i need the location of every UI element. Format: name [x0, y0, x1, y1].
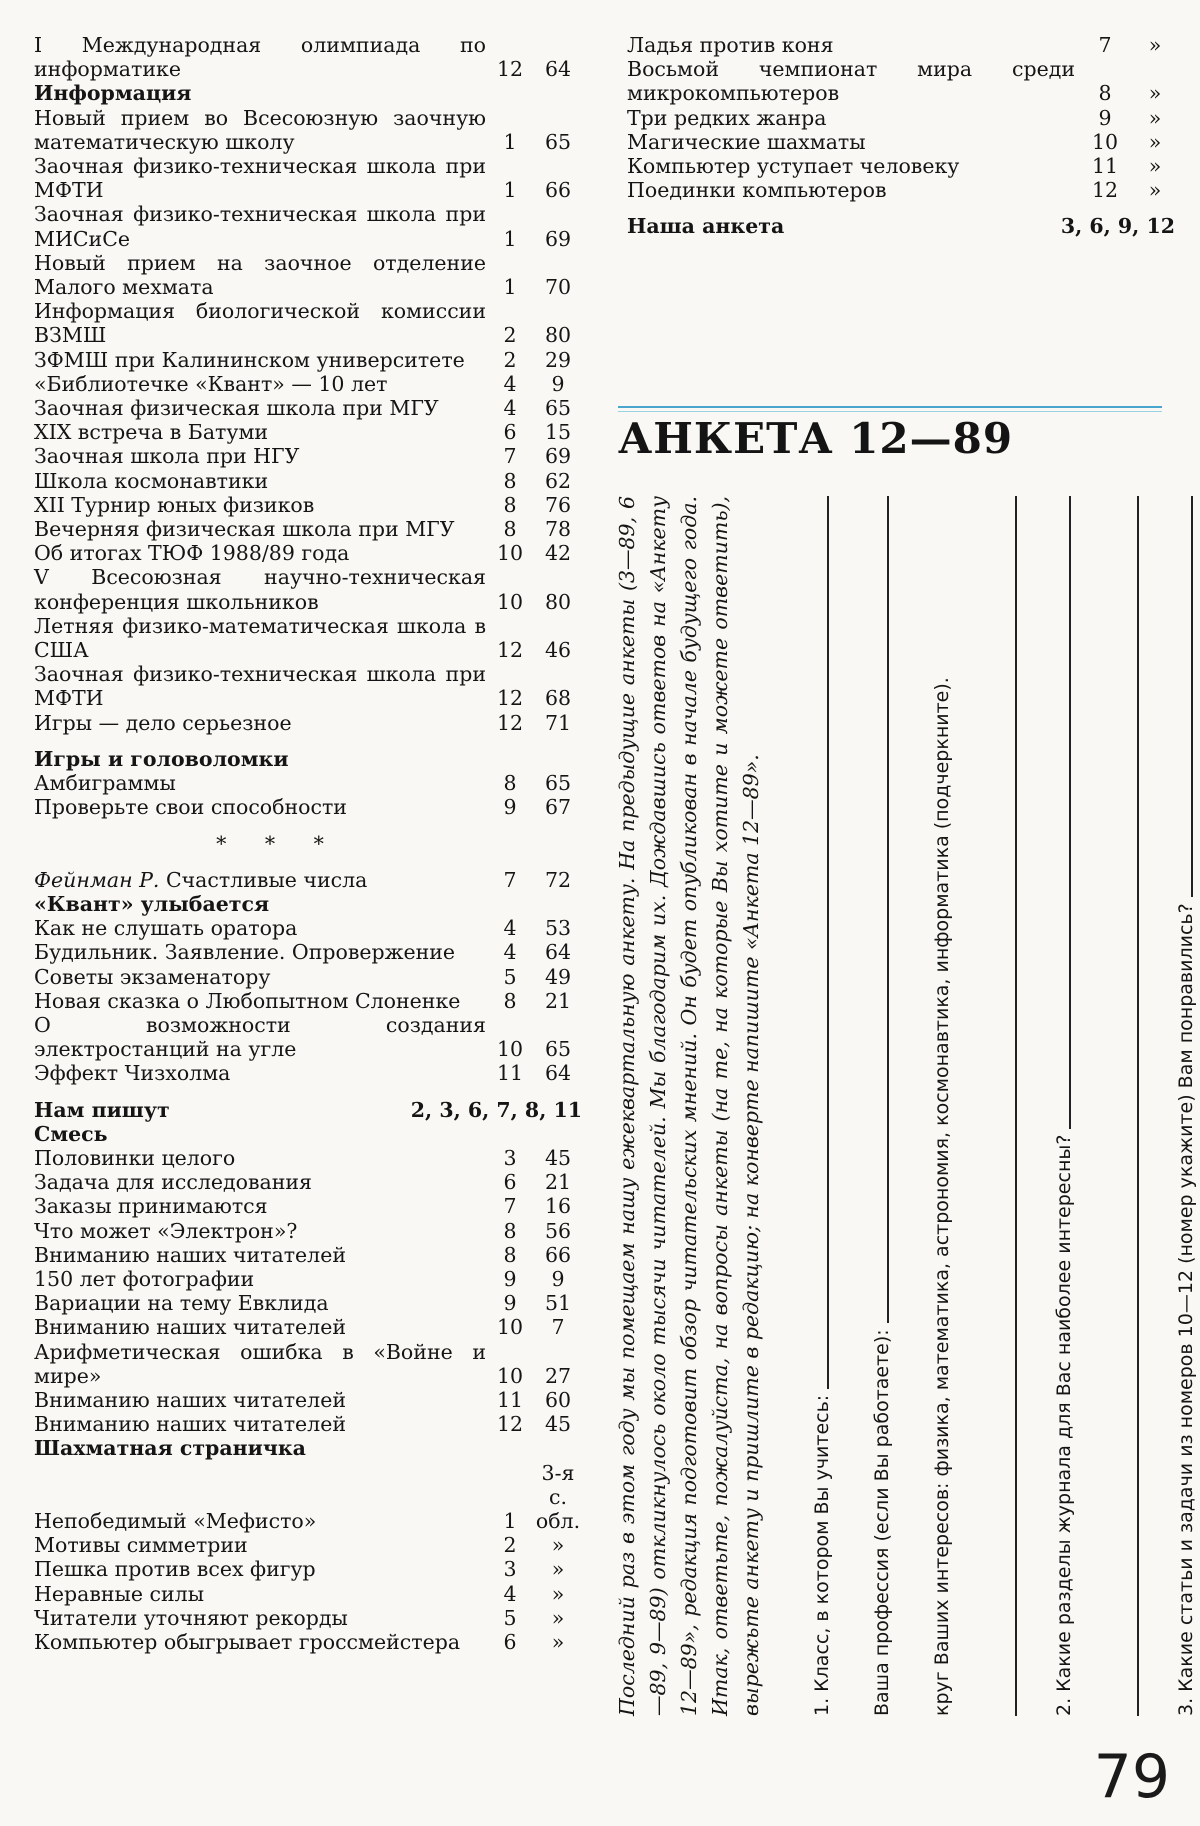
entry-title: Об итогах ТЮФ 1988/89 года: [34, 541, 350, 566]
toc-entry: [34, 1219, 582, 1243]
issue-list: 2, 3, 6, 7, 8, 11: [410, 1097, 582, 1122]
issue-number: 10: [496, 1037, 524, 1062]
section-separator: * * *: [216, 831, 340, 856]
anketa-form: [612, 496, 1197, 1716]
entry-title: XIX встреча в Батуми: [34, 420, 269, 445]
toc-entry: [34, 1533, 582, 1557]
entry-title: Вниманию наших читателей: [34, 1412, 347, 1437]
page-ref: 9: [551, 371, 565, 396]
issue-list: 3, 6, 9, 12: [1060, 214, 1175, 239]
question-interests: круг Ваших интересов: физика, математика, астрономия, космонавтика, информатика (подчеркните).: [931, 677, 953, 1716]
page-ref: 56: [544, 1218, 572, 1243]
toc-entry: [34, 1146, 582, 1170]
issue-number: 3: [503, 1557, 517, 1582]
entry-title: Вариации на тему Евклида: [34, 1291, 329, 1316]
issue-number: 8: [503, 1218, 517, 1243]
issue-number: 12: [496, 1412, 524, 1437]
issue-number: 8: [503, 1242, 517, 1267]
entry-title: Счастливые числа: [165, 867, 368, 892]
page-ref: 72: [544, 867, 572, 892]
page-ref: »: [1148, 154, 1162, 179]
entry-title: Половинки целого: [34, 1145, 236, 1170]
issue-number: 4: [503, 1581, 517, 1606]
page-ref: 66: [544, 1242, 572, 1267]
answer-line-3[interactable]: [1191, 496, 1193, 897]
issue-number: 7: [1098, 33, 1112, 57]
entry-title: Три редких жанра: [627, 105, 827, 130]
issue-number: 11: [1091, 154, 1119, 179]
entry-title: Заочная физическая школа при МГУ: [34, 396, 439, 421]
entry-title: Новый прием во Всесоюзную заочную математическую школу: [34, 105, 486, 154]
toc-entry: [627, 130, 1175, 154]
section-heading-text: Смесь: [34, 1121, 108, 1146]
answer-line-2[interactable]: [1069, 496, 1071, 1129]
page-ref: 16: [544, 1194, 572, 1219]
toc-entry: [34, 1340, 582, 1388]
entry-author: Фейнман Р.: [34, 867, 160, 892]
entry-title: Арифметическая ошибка в «Войне и мире»: [34, 1339, 486, 1388]
issue-number: 4: [503, 940, 517, 965]
page-ref: 66: [544, 178, 572, 203]
page-ref: 64: [544, 57, 572, 82]
entry-title: Будильник. Заявление. Опровержение: [34, 940, 456, 965]
toc-entry: [34, 517, 582, 541]
toc-entry: [627, 154, 1175, 178]
entry-title: Восьмой чемпионат мира среди микрокомпьютеров: [627, 57, 1075, 106]
toc-entry: [34, 614, 582, 662]
issue-number: 12: [496, 57, 524, 82]
issue-number: 11: [496, 1061, 524, 1086]
page-ref: 9: [551, 1266, 565, 1291]
page-ref: 49: [544, 964, 572, 989]
entry-title: V Всесоюзная научно-техническая конференция школьников: [34, 565, 486, 614]
toc-entry: [34, 1557, 582, 1581]
section-heading-text: Нам пишут: [34, 1097, 170, 1122]
entry-title: XII Турнир юных физиков: [34, 492, 315, 517]
issue-number: 10: [496, 1363, 524, 1388]
section-heading-text: Наша анкета: [627, 214, 785, 239]
entry-title: Читатели уточняют рекорды: [34, 1605, 348, 1630]
issue-number: 12: [496, 686, 524, 711]
toc-entry: [34, 1013, 582, 1061]
issue-number: 12: [1091, 178, 1119, 203]
anketa-title: АНКЕТА 12—89: [618, 414, 1014, 463]
toc-entry: [34, 771, 582, 795]
entry-title: Пешка против всех фигур: [34, 1557, 316, 1582]
entry-title: ЗФМШ при Калининском университете: [34, 347, 465, 372]
toc-entry: [627, 33, 1175, 57]
answer-line-class[interactable]: [827, 496, 829, 1389]
page-ref: »: [1148, 81, 1162, 106]
toc-entry: [34, 33, 582, 81]
page-ref: »: [551, 1581, 565, 1606]
toc-entry: [34, 711, 582, 735]
toc-entry: [34, 1291, 582, 1315]
entry-title: Вниманию наших читателей: [34, 1387, 347, 1412]
toc-entry: [34, 1267, 582, 1291]
page-ref: 3-я с. обл.: [535, 1460, 581, 1533]
toc-entry: [34, 420, 582, 444]
entry-title: Эффект Чизхолма: [34, 1061, 231, 1086]
entry-title: Заочная школа при НГУ: [34, 444, 300, 469]
toc-entry: [34, 154, 582, 202]
toc-entry: [34, 868, 582, 892]
entry-title: Заочная физико-техническая школа при МИСиСе: [34, 202, 486, 251]
entry-title: Задача для исследования: [34, 1170, 312, 1195]
toc-entry: [34, 1630, 582, 1654]
page-ref: 45: [544, 1145, 572, 1170]
page-ref: »: [551, 1557, 565, 1582]
toc-entry: [627, 106, 1175, 130]
issue-number: 7: [503, 867, 517, 892]
toc-entry: [34, 565, 582, 613]
toc-entry: [34, 1061, 582, 1085]
issue-number: 1: [503, 129, 517, 154]
toc-entry: [627, 57, 1175, 105]
section-heading-text: Игры и головоломки: [34, 746, 289, 771]
page-ref: 65: [544, 1037, 572, 1062]
entry-title: Магические шахматы: [627, 129, 866, 154]
issue-number: 1: [503, 275, 517, 300]
toc-entry: [34, 372, 582, 396]
entry-title: Новая сказка о Любопытном Слоненке: [34, 988, 461, 1013]
issue-number: 7: [503, 1194, 517, 1219]
entry-title: I Международная олимпиада по информатике: [34, 33, 486, 82]
toc-entry: [34, 493, 582, 517]
entry-title: Компьютер уступает человеку: [627, 154, 960, 179]
section-heading: [34, 81, 582, 105]
section-heading: [34, 1098, 582, 1122]
entry-title: Как не слушать оратора: [34, 916, 298, 941]
question-profession: Ваша профессия (если Вы работаете):: [871, 1329, 893, 1716]
toc-entry: [34, 795, 582, 819]
issue-number: 1: [503, 226, 517, 251]
page-ref: 21: [544, 988, 572, 1013]
toc-entry: [627, 178, 1175, 202]
toc-entry: [34, 940, 582, 964]
page-ref: 65: [544, 771, 572, 796]
page-ref: 67: [544, 795, 572, 820]
toc-entry: [34, 1582, 582, 1606]
entry-title: Мотивы симметрии: [34, 1533, 248, 1558]
toc-entry: [34, 662, 582, 710]
page-ref: 64: [544, 1061, 572, 1086]
toc-entry: [34, 541, 582, 565]
issue-number: 8: [1098, 81, 1112, 106]
toc-entry: [34, 1194, 582, 1218]
entry-title: Игры — дело серьезное: [34, 710, 292, 735]
issue-number: 10: [1091, 129, 1119, 154]
toc-entry: [34, 396, 582, 420]
issue-number: 8: [503, 988, 517, 1013]
issue-number: 6: [503, 1630, 517, 1654]
toc-entry: [34, 1388, 582, 1412]
entry-title: Поединки компьютеров: [627, 178, 887, 203]
issue-number: 10: [496, 589, 524, 614]
toc-entry: [34, 989, 582, 1013]
page-ref: 64: [544, 940, 572, 965]
toc-right-column: [627, 33, 1175, 239]
section-heading: [34, 892, 582, 916]
issue-number: 9: [503, 1266, 517, 1291]
page-ref: 70: [544, 275, 572, 300]
toc-entry: [34, 202, 582, 250]
section-heading-text: Информация: [34, 81, 192, 106]
toc-entry: [34, 1170, 582, 1194]
entry-title: Летняя физико-математическая школа в США: [34, 613, 486, 663]
toc-entry: [34, 1412, 582, 1436]
entry-title: Ладья против коня: [627, 33, 834, 57]
entry-title: Вечерняя физическая школа при МГУ: [34, 517, 455, 542]
toc-entry: [34, 251, 582, 299]
issue-number: 8: [503, 492, 517, 517]
issue-number: 10: [496, 1315, 524, 1340]
issue-number: 9: [1098, 105, 1112, 130]
page-ref: 69: [544, 226, 572, 251]
anketa-divider: [618, 406, 1162, 412]
toc-entry: [34, 1461, 582, 1534]
section-heading: [34, 1436, 582, 1460]
issue-number: 12: [496, 710, 524, 735]
toc-entry: [34, 1315, 582, 1339]
section-heading-text: Шахматная страничка: [34, 1436, 306, 1461]
entry-title: «Библиотечке «Квант» — 10 лет: [34, 371, 388, 396]
issue-number: 7: [503, 444, 517, 469]
question-3: 3. Какие статьи и задачи из номеров 10—12 (номер укажите) Вам понравились?: [1175, 903, 1197, 1716]
entry-title: Информация биологической комиссии ВЗМШ: [34, 299, 486, 348]
issue-number: 6: [503, 420, 517, 445]
issue-number: 4: [503, 396, 517, 421]
page-ref: 42: [544, 541, 572, 566]
issue-number: 8: [503, 468, 517, 493]
issue-number: 10: [496, 541, 524, 566]
issue-number: 11: [496, 1387, 524, 1412]
issue-number: 9: [503, 795, 517, 820]
page-ref: 45: [544, 1412, 572, 1437]
toc-entry: [34, 299, 582, 347]
page-ref: »: [1148, 105, 1162, 130]
page-number: 79: [1093, 1742, 1170, 1812]
page-ref: 80: [544, 589, 572, 614]
issue-number: 4: [503, 916, 517, 941]
page-ref: 68: [544, 686, 572, 711]
section-heading: [627, 214, 1175, 238]
toc-entry: [34, 106, 582, 154]
question-1: 1. Класс, в котором Вы учитесь:: [811, 1394, 833, 1716]
toc-entry: [34, 469, 582, 493]
entry-title: Что может «Электрон»?: [34, 1218, 298, 1243]
section-heading: [34, 747, 582, 771]
entry-title: Заочная физико-техническая школа при МФТИ: [34, 154, 486, 203]
entry-title: Проверьте свои способности: [34, 795, 347, 820]
issue-number: 2: [503, 1533, 517, 1558]
page-ref: »: [551, 1630, 565, 1654]
issue-number: 12: [496, 638, 524, 663]
page-ref: 62: [544, 468, 572, 493]
page-ref: »: [1148, 129, 1162, 154]
page-ref: 53: [544, 916, 572, 941]
entry-title: Непобедимый «Мефисто»: [34, 1508, 317, 1533]
page-ref: 76: [544, 492, 572, 517]
page-ref: 7: [551, 1315, 565, 1340]
toc-entry: [34, 916, 582, 940]
issue-number: 8: [503, 517, 517, 542]
entry-title: Заказы принимаются: [34, 1194, 268, 1219]
issue-number: 2: [503, 323, 517, 348]
issue-number: 5: [503, 964, 517, 989]
entry-title: Амбиграммы: [34, 771, 176, 796]
page-ref: 15: [544, 420, 572, 445]
toc-entry: [34, 444, 582, 468]
page-ref: 51: [544, 1291, 572, 1316]
answer-line-2b[interactable]: [1077, 496, 1139, 1716]
page-ref: 65: [544, 396, 572, 421]
entry-title: Школа космонавтики: [34, 468, 269, 493]
page-ref: 27: [544, 1363, 572, 1388]
answer-line-profession[interactable]: [887, 496, 889, 1323]
toc-entry: [34, 1606, 582, 1630]
page-ref: 65: [544, 129, 572, 154]
entry-title: Компьютер обыгрывает гроссмейстера: [34, 1630, 461, 1654]
answer-line-interests[interactable]: [955, 496, 1017, 1716]
entry-title: Вниманию наших читателей: [34, 1242, 347, 1267]
page-ref: 80: [544, 323, 572, 348]
toc-entry: [34, 1243, 582, 1267]
issue-number: 1: [503, 178, 517, 203]
page-ref: »: [1148, 33, 1162, 57]
issue-number: 8: [503, 771, 517, 796]
issue-number: 9: [503, 1291, 517, 1316]
entry-title: 150 лет фотографии: [34, 1266, 255, 1291]
entry-title: Неравные силы: [34, 1581, 205, 1606]
page-ref: 21: [544, 1170, 572, 1195]
issue-number: 1: [503, 1508, 517, 1533]
page-ref: 29: [544, 347, 572, 372]
toc-entry: [34, 965, 582, 989]
issue-number: 4: [503, 371, 517, 396]
entry-title: О возможности создания электростанций на угле: [34, 1012, 486, 1062]
question-2: 2. Какие разделы журнала для Вас наиболее интересны?: [1053, 1134, 1075, 1716]
anketa-intro: Последний раз в этом году мы помещаем нашу ежеквартальную анкету. На предыдущие анкеты (3—89, 6—89, 9—89) откликнулось около тысячи читателей. Мы благодарим их. Дождавшись ответов на «Анкету 12—89», редакция подготовит обзор читательских мнений. Он будет опубликован в начале будущего года. Итак, ответьте, пожалуйста, на вопросы анкеты (на те, на которые Вы хотите и можете ответить), вырежьте анкету и пришлите в редакцию; на конверте напишите «Анкета 12—89».: [615, 496, 763, 1716]
page-ref: 78: [544, 517, 572, 542]
section-heading: [34, 1122, 582, 1146]
issue-number: 6: [503, 1170, 517, 1195]
issue-number: 3: [503, 1145, 517, 1170]
issue-number: 2: [503, 347, 517, 372]
entry-title: Советы экзаменатору: [34, 964, 271, 989]
entry-title: Новый прием на заочное отделение Малого мехмата: [34, 250, 486, 300]
page-ref: »: [551, 1605, 565, 1630]
entry-text: [34, 868, 486, 892]
issue-number: 5: [503, 1605, 517, 1630]
section-heading-text: «Квант» улыбается: [34, 891, 270, 916]
toc-left-column: [34, 33, 582, 1654]
page-ref: 60: [544, 1387, 572, 1412]
entry-title: Вниманию наших читателей: [34, 1315, 347, 1340]
page-ref: »: [551, 1533, 565, 1558]
toc-entry: [34, 348, 582, 372]
page-ref: 71: [544, 710, 572, 735]
page-ref: 69: [544, 444, 572, 469]
page-ref: »: [1148, 178, 1162, 203]
page-ref: 46: [544, 638, 572, 663]
entry-title: Заочная физико-техническая школа при МФТИ: [34, 662, 486, 711]
